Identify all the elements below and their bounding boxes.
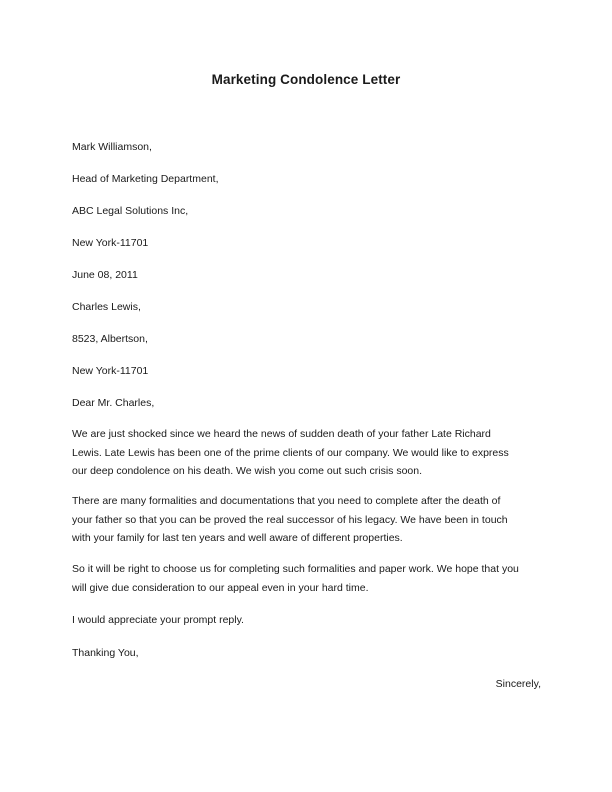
paragraph-line: our deep condolence on his death. We wish you come out such crisis soon.	[72, 465, 423, 477]
paragraph-line: We are just shocked since we heard the news of sudden death of your father Late Richard	[72, 428, 491, 440]
paragraph-line: Lewis. Late Lewis has been one of the prime clients of our company. We would like to express	[72, 446, 509, 459]
paragraph-line: with your family for last ten years and well aware of different properties.	[72, 532, 403, 544]
paragraph-line: There are many formalities and documentations that you need to complete after the death of	[72, 495, 501, 507]
recipient-name: Charles Lewis,	[72, 301, 141, 313]
sender-position: Head of Marketing Department,	[72, 173, 219, 185]
sender-company: ABC Legal Solutions Inc,	[72, 205, 189, 217]
closing-signoff: Sincerely,	[495, 678, 541, 690]
paragraph-line: will give due consideration to our appeal even in your hard time.	[72, 581, 369, 594]
letter-date: June 08, 2011	[72, 269, 138, 281]
recipient-street: 8523, Albertson,	[72, 333, 148, 345]
sender-name: Mark Williamson,	[72, 141, 152, 153]
thanks-line: Thanking You,	[72, 647, 139, 659]
recipient-city: New York-11701	[72, 365, 149, 377]
paragraph-line: I would appreciate your prompt reply.	[72, 614, 244, 626]
body-paragraph-2	[72, 492, 544, 548]
body-paragraph-1	[72, 425, 544, 481]
salutation: Dear Mr. Charles,	[72, 397, 155, 409]
letter-title: Marketing Condolence Letter	[211, 72, 401, 87]
paragraph-line: your father so that you can be proved the real successor of his legacy. We have been in touch	[72, 513, 508, 526]
body-paragraph-3	[72, 560, 544, 597]
sender-city: New York-11701	[72, 237, 149, 249]
body-paragraph-4	[72, 611, 544, 630]
paragraph-line: So it will be right to choose us for completing such formalities and paper work. We hope that you	[72, 563, 519, 575]
